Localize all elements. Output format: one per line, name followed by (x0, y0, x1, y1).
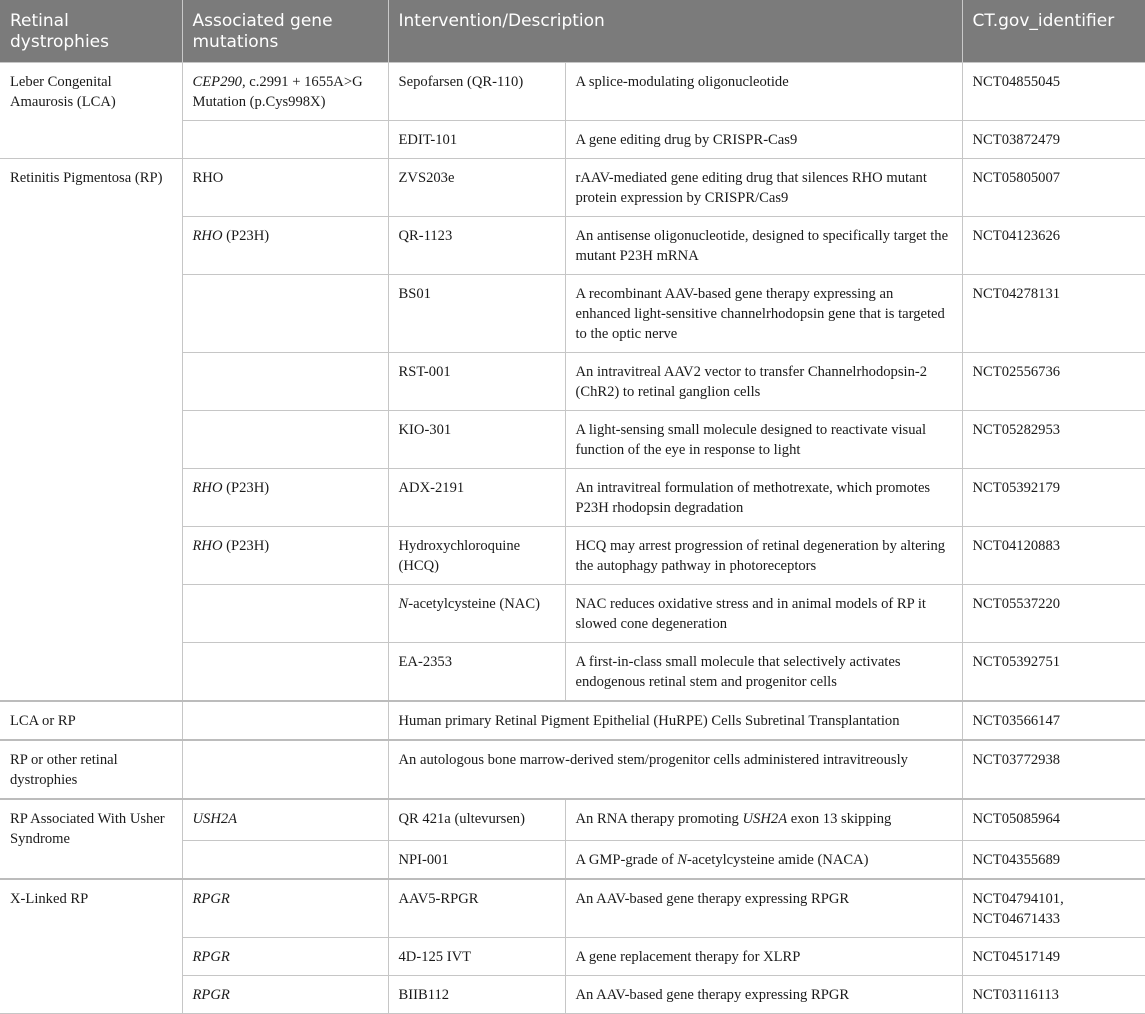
description-cell: An intravitreal formulation of methotrexate, which promotes P23H rhodopsin degradation (565, 469, 962, 527)
gene-cell (182, 643, 388, 702)
description-cell: An AAV-based gene therapy expressing RPGR (565, 879, 962, 938)
description-cell: A gene replacement therapy for XLRP (565, 937, 962, 975)
identifier-cell: NCT05392751 (962, 643, 1145, 702)
description-cell: A gene editing drug by CRISPR-Cas9 (565, 121, 962, 159)
identifier-cell: NCT04355689 (962, 840, 1145, 879)
gene-cell (182, 121, 388, 159)
intervention-cell: 4D-125 IVT (388, 937, 565, 975)
dystrophy-cell: Leber Congenital Amaurosis (LCA) (0, 63, 182, 159)
gene-cell: RHO (P23H) (182, 527, 388, 585)
header-intervention: Intervention/Description (388, 0, 962, 63)
identifier-cell: NCT04123626 (962, 217, 1145, 275)
intervention-cell: BS01 (388, 275, 565, 353)
description-cell: A splice-modulating oligonucleotide (565, 63, 962, 121)
gene-cell: RHO (P23H) (182, 469, 388, 527)
intervention-cell: NPI-001 (388, 840, 565, 879)
table-row (0, 63, 1145, 121)
identifier-cell: NCT04794101, NCT04671433 (962, 879, 1145, 938)
header-genes: Associated gene mutations (182, 0, 388, 63)
gene-cell: CEP290, c.2991 + 1655A>G Mutation (p.Cys998X) (182, 63, 388, 121)
dystrophy-cell: LCA or RP (0, 701, 182, 740)
identifier-cell: NCT03566147 (962, 701, 1145, 740)
intervention-cell: ZVS203e (388, 159, 565, 217)
intervention-cell: QR 421a (ultevursen) (388, 799, 565, 840)
identifier-cell: NCT03872479 (962, 121, 1145, 159)
intervention-cell: Sepofarsen (QR-110) (388, 63, 565, 121)
gene-cell (182, 585, 388, 643)
description-cell: An intravitreal AAV2 vector to transfer Channelrhodopsin-2 (ChR2) to retinal ganglion cells (565, 353, 962, 411)
gene-cell (182, 411, 388, 469)
identifier-cell: NCT04120883 (962, 527, 1145, 585)
intervention-cell: N-acetylcysteine (NAC) (388, 585, 565, 643)
identifier-cell: NCT04278131 (962, 275, 1145, 353)
dystrophy-cell: RP or other retinal dystrophies (0, 740, 182, 799)
gene-cell: RHO (P23H) (182, 217, 388, 275)
dystrophy-cell: RP Associated With Usher Syndrome (0, 799, 182, 879)
intervention-cell: EA-2353 (388, 643, 565, 702)
description-cell: An AAV-based gene therapy expressing RPGR (565, 975, 962, 1013)
gene-cell (182, 275, 388, 353)
intervention-cell: Hydroxychloroquine (HCQ) (388, 527, 565, 585)
gene-cell (182, 740, 388, 799)
identifier-cell: NCT05537220 (962, 585, 1145, 643)
table-row (0, 799, 1145, 840)
identifier-cell: NCT05085964 (962, 799, 1145, 840)
description-cell: HCQ may arrest progression of retinal degeneration by altering the autophagy pathway in photoreceptors (565, 527, 962, 585)
gene-cell: RPGR (182, 879, 388, 938)
description-cell: An antisense oligonucleotide, designed to specifically target the mutant P23H mRNA (565, 217, 962, 275)
identifier-cell: NCT04855045 (962, 63, 1145, 121)
intervention-cell: AAV5-RPGR (388, 879, 565, 938)
gene-cell (182, 353, 388, 411)
gene-cell: USH2A (182, 799, 388, 840)
description-cell: A first-in-class small molecule that selectively activates endogenous retinal stem and progenitor cells (565, 643, 962, 702)
gene-cell: RPGR (182, 975, 388, 1013)
identifier-cell: NCT05282953 (962, 411, 1145, 469)
dystrophy-cell: Retinitis Pigmentosa (RP) (0, 159, 182, 702)
identifier-cell: NCT02556736 (962, 353, 1145, 411)
description-cell: A GMP-grade of N-acetylcysteine amide (NACA) (565, 840, 962, 879)
intervention-cell: KIO-301 (388, 411, 565, 469)
header-dystrophy: Retinal dystrophies (0, 0, 182, 63)
table-row (0, 879, 1145, 938)
description-cell: An RNA therapy promoting USH2A exon 13 skipping (565, 799, 962, 840)
header-row (0, 0, 1145, 63)
gene-cell: RHO (182, 159, 388, 217)
table-row (0, 159, 1145, 217)
merged-description-cell: An autologous bone marrow-derived stem/progenitor cells administered intravitreously (388, 740, 962, 799)
identifier-cell: NCT03772938 (962, 740, 1145, 799)
identifier-cell: NCT04517149 (962, 937, 1145, 975)
header-identifier: CT.gov_identifier (962, 0, 1145, 63)
gene-cell (182, 840, 388, 879)
merged-description-cell: Human primary Retinal Pigment Epithelial (HuRPE) Cells Subretinal Transplantation (388, 701, 962, 740)
table-row (0, 701, 1145, 740)
identifier-cell: NCT05392179 (962, 469, 1145, 527)
intervention-cell: BIIB112 (388, 975, 565, 1013)
identifier-cell: NCT03116113 (962, 975, 1145, 1013)
table-row (0, 740, 1145, 799)
dystrophy-cell: X-Linked RP (0, 879, 182, 1014)
description-cell: A recombinant AAV-based gene therapy expressing an enhanced light-sensitive channelrhodopsin gene that is targeted to the optic nerve (565, 275, 962, 353)
description-cell: rAAV-mediated gene editing drug that silences RHO mutant protein expression by CRISPR/Cas9 (565, 159, 962, 217)
description-cell: NAC reduces oxidative stress and in animal models of RP it slowed cone degeneration (565, 585, 962, 643)
intervention-cell: EDIT-101 (388, 121, 565, 159)
gene-cell (182, 701, 388, 740)
identifier-cell: NCT05805007 (962, 159, 1145, 217)
intervention-cell: QR-1123 (388, 217, 565, 275)
intervention-cell: RST-001 (388, 353, 565, 411)
description-cell: A light-sensing small molecule designed to reactivate visual function of the eye in response to light (565, 411, 962, 469)
intervention-cell: ADX-2191 (388, 469, 565, 527)
gene-cell: RPGR (182, 937, 388, 975)
